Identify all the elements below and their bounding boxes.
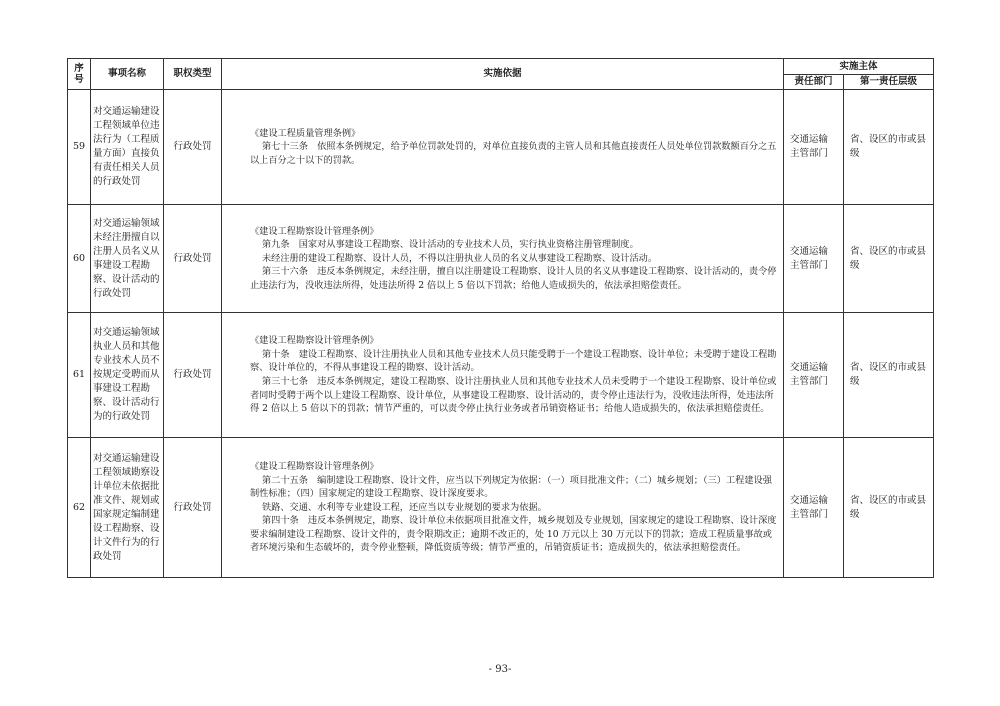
row-dept: 交通运输主管部门 bbox=[784, 205, 844, 313]
header-dept: 责任部门 bbox=[784, 75, 844, 90]
basis-paragraph: 第九条 国家对从事建设工程勘察、设计活动的专业技术人员，实行执业资格注册管理制度。 bbox=[262, 239, 639, 251]
basis-paragraph: 第三十七条 违反本条例规定，建设工程勘察、设计注册执业人员和其他专业技术人员未受聘于一个建设工程勘察、设计单位或者同时受聘于两个以上建设工程勘察、设计单位，从事建设工程勘察、设计活动的，责令停止违法行为，没收违法所得，处违法所得 2 倍以上 5 倍以下的罚款；情节严重的，可以责令停止执行业务或者吊销资格证书；给他人造成损失的，依法承担赔偿责任。 bbox=[250, 376, 777, 415]
basis-paragraph: 第三十六条 违反本条例规定，未经注册，擅自以注册建设工程勘察、设计人员的名义从事建设工程勘察、设计活动的，责令停止违法行为，没收违法所得，处违法所得 2 倍以上 5 倍以下罚款；给他人造成损失的，依法承担赔偿责任。 bbox=[250, 266, 777, 291]
row-dept: 交通运输主管部门 bbox=[784, 90, 844, 205]
row-seq: 60 bbox=[68, 205, 91, 313]
row-name: 对交通运输建设工程领域单位违法行为（工程质量方面）直接负有责任相关人员的行政处罚 bbox=[91, 90, 164, 205]
row-basis bbox=[222, 438, 784, 578]
row-name: 对交通运输领域执业人员和其他专业技术人员不按规定受聘而从事建设工程勘察、设计活动行为的行政处罚 bbox=[91, 313, 164, 438]
row-level: 省、设区的市或县级 bbox=[844, 313, 934, 438]
row-level: 省、设区的市或县级 bbox=[844, 438, 934, 578]
table-row bbox=[68, 438, 934, 578]
row-name: 对交通运输建设工程领域勘察设计单位未依据批准文件、规划或国家规定编制建设工程勘察、设计文件行为的行政处罚 bbox=[91, 438, 164, 578]
row-level: 省、设区的市或县级 bbox=[844, 90, 934, 205]
row-basis bbox=[222, 90, 784, 205]
basis-paragraph: 第二十五条 编制建设工程勘察、设计文件，应当以下列规定为依据：（一）项目批准文件；（二）城乡规划；（三）工程建设强制性标准；（四）国家规定的建设工程勘察、设计深度要求。 bbox=[250, 474, 772, 500]
basis-paragraph: 《建设工程质量管理条例》 bbox=[250, 127, 361, 139]
basis-paragraph: 未经注册的建设工程勘察、设计人员，不得以注册执业人员的名义从事建设工程勘察、设计活动。 bbox=[262, 252, 658, 264]
basis-paragraph: 第四十条 违反本条例规定，勘察、设计单位未依据项目批准文件，城乡规划及专业规划，国家规定的建设工程勘察、设计深度要求编制建设工程勘察、设计文件的，责令限期改正；逾期不改正的，处 10 万元以上 30 万元以下的罚款；造成工程质量事故或者环境污染和生态破坏的，责令停业整顿，降低资质等级；情节严重的，吊销资质证书；造成损失的，依法承担赔偿责任。 bbox=[250, 515, 777, 554]
table-row bbox=[68, 90, 934, 205]
basis-paragraph: 《建设工程勘察设计管理条例》 bbox=[250, 460, 379, 472]
header-name: 事项名称 bbox=[91, 59, 164, 90]
basis-paragraph: 第十条 建设工程勘察、设计注册执业人员和其他专业技术人员只能受聘于一个建设工程勘察、设计单位；未受聘于建设工程勘察、设计单位的，不得从事建设工程的勘察、设计活动。 bbox=[250, 348, 777, 374]
basis-paragraph: 《建设工程勘察设计管理条例》 bbox=[250, 335, 379, 347]
row-dept: 交通运输主管部门 bbox=[784, 438, 844, 578]
row-name: 对交通运输领域未经注册擅自以注册人员名义从事建设工程勘察、设计活动的行政处罚 bbox=[91, 205, 164, 313]
basis-paragraph: 铁路、交通、水利等专业建设工程，还应当以专业规划的要求为依据。 bbox=[262, 501, 547, 513]
row-type: 行政处罚 bbox=[164, 205, 222, 313]
law-table bbox=[67, 58, 934, 578]
row-type: 行政处罚 bbox=[164, 438, 222, 578]
row-level: 省、设区的市或县级 bbox=[844, 205, 934, 313]
header-seq: 序号 bbox=[68, 59, 91, 90]
row-seq: 59 bbox=[68, 90, 91, 205]
row-type: 行政处罚 bbox=[164, 90, 222, 205]
basis-paragraph: 第七十三条 依照本条例规定，给予单位罚款处罚的，对单位直接负责的主管人员和其他直接责任人员处单位罚款数额百分之五以上百分之十以下的罚款。 bbox=[250, 141, 777, 166]
basis-paragraph: 《建设工程勘察设计管理条例》 bbox=[250, 225, 379, 237]
header-type: 职权类型 bbox=[164, 59, 222, 90]
row-basis bbox=[222, 205, 784, 313]
row-seq: 61 bbox=[68, 313, 91, 438]
row-seq: 62 bbox=[68, 438, 91, 578]
row-dept: 交通运输主管部门 bbox=[784, 313, 844, 438]
table-row bbox=[68, 205, 934, 313]
header-subject: 实施主体 bbox=[784, 59, 934, 75]
header-level: 第一责任层级 bbox=[844, 75, 934, 90]
page-number: - 93- bbox=[488, 664, 512, 675]
table-row bbox=[68, 313, 934, 438]
header-basis: 实施依据 bbox=[222, 59, 784, 90]
row-basis bbox=[222, 313, 784, 438]
row-type: 行政处罚 bbox=[164, 313, 222, 438]
